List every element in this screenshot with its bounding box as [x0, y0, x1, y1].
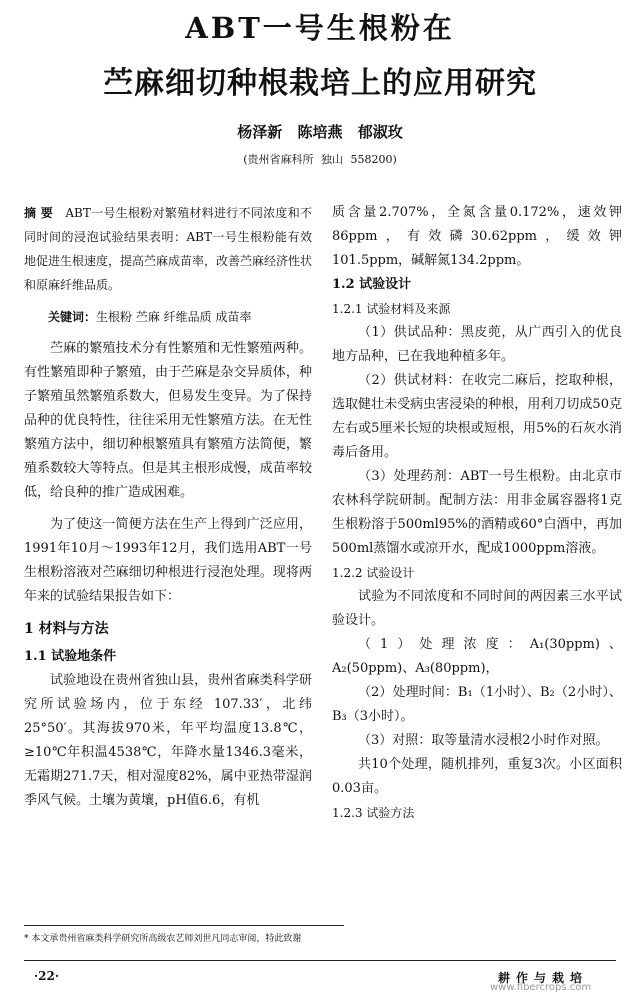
design-text: 试验为不同浓度和不同时间的两因素三水平试验设计。	[332, 589, 622, 628]
section-1-2-title: 1.2 试验设计	[332, 277, 412, 292]
summary-text: 共10个处理，随机排列，重复3次。小区面积0.03亩。	[332, 757, 622, 796]
footnote: * 本文承贵州省麻类科学研究所高级农艺师刘世凡同志审阅，特此致谢	[24, 934, 302, 944]
section-1-title: 1 材料与方法	[24, 621, 109, 637]
section-1-1-title: 1.1 试验地条件	[24, 649, 117, 664]
watermark: www.fibercrops.com	[490, 982, 592, 993]
right-column	[332, 201, 622, 825]
abstract-text: ABT一号生根粉对繁殖材料进行不同浓度和不同时间的浸泡试验结果表明：ABT一号生根粉能有效地促进生根速度，提高苎麻成苗率，改善苎麻经济性状和原麻纤维品质。	[24, 206, 313, 292]
continued-text: 质含量2.707%，全氮含量0.172%，速效钾86ppm，有效磷30.62ppm，缓效钾101.5ppm，碱解氮134.2ppm。	[332, 205, 622, 268]
concentration-item: （1）处理浓度：A₁(30ppm)、A₂(50ppm)、A₃(80ppm)，	[332, 637, 622, 676]
authors: 杨泽新 陈培燕 郁淑玫	[237, 123, 403, 141]
journal-name: 耕作与栽培	[498, 971, 589, 985]
page-number: ·22·	[34, 969, 60, 983]
section-1-2-1-title: 1.2.1 试验材料及来源	[332, 302, 451, 316]
affiliation: (贵州省麻科所 独山 558200)	[243, 153, 397, 166]
keywords	[24, 305, 312, 329]
footer-divider	[24, 960, 616, 961]
item-1: （1）供试品种：黑皮蔸，从广西引入的优良地方品种，已在我地种植多年。	[332, 325, 622, 364]
keywords-text: 生根粉 苎麻 纤维品质 成苗率	[96, 310, 252, 324]
section-1-2-3-title: 1.2.3 试验方法	[332, 806, 415, 820]
title-line-1: ABT一号生根粉在	[185, 11, 455, 45]
intro-paragraph-1: 苎麻的繁殖技术分有性繁殖和无性繁殖两种。有性繁殖即种子繁殖，由于苎麻是杂交异质体，种子繁殖虽然繁殖系数大，但易发生变异。为了保持品种的优良特性，往往采用无性繁殖方法。在无性繁殖方法中，细切种根繁殖具有繁殖方法简便，繁殖系数较大等特点。但是其主根形成慢，成苗率较低，给良种的推广造成困难。	[24, 341, 312, 500]
title-line-2: 苎麻细切种根栽培上的应用研究	[103, 66, 537, 101]
time-item: （2）处理时间：B₁（1小时）、B₂（2小时）、B₃（3小时）。	[332, 685, 622, 724]
intro-paragraph-2: 为了使这一简便方法在生产上得到广泛应用，1991年10月～1993年12月，我们选用ABT一号生根粉溶液对苎麻细切种根进行浸泡处理。现将两年来的试验结果报告如下：	[24, 517, 312, 604]
keywords-label: 关键词：	[48, 310, 97, 324]
section-1-1-text: 试验地设在贵州省独山县，贵州省麻类科学研究所试验场内，位于东经 107.33′，北纬25°50′。其海拔970米，年平均温度13.8℃，≥10℃年积温4538℃，年降水量1346.3毫米，无霜期271.7天，相对湿度82%，属中亚热带湿润季风气候。土壤为黄壤，pH值6.6，有机	[24, 673, 312, 808]
abstract	[24, 201, 312, 297]
item-3: （3）处理药剂：ABT一号生根粉。由北京市农林科学院研制。配制方法：用非金属容器将1克生根粉溶于500ml95%的酒精或60°白酒中，再加500ml蒸馏水或凉开水，配成1000ppm溶液。	[332, 469, 622, 556]
abstract-label: 摘 要	[24, 206, 54, 220]
footnote-divider	[24, 925, 344, 926]
control-item: （3）对照：取等量清水浸根2小时作对照。	[358, 733, 609, 748]
item-2: （2）供试材料：在收完二麻后，挖取种根，选取健壮未受病虫害浸染的种根，用利刀切成50克左右或5厘米长短的块根或短根，用5%的石灰水消毒后备用。	[332, 373, 622, 460]
section-1-2-2-title: 1.2.2 试验设计	[332, 566, 415, 580]
left-column	[24, 201, 312, 813]
